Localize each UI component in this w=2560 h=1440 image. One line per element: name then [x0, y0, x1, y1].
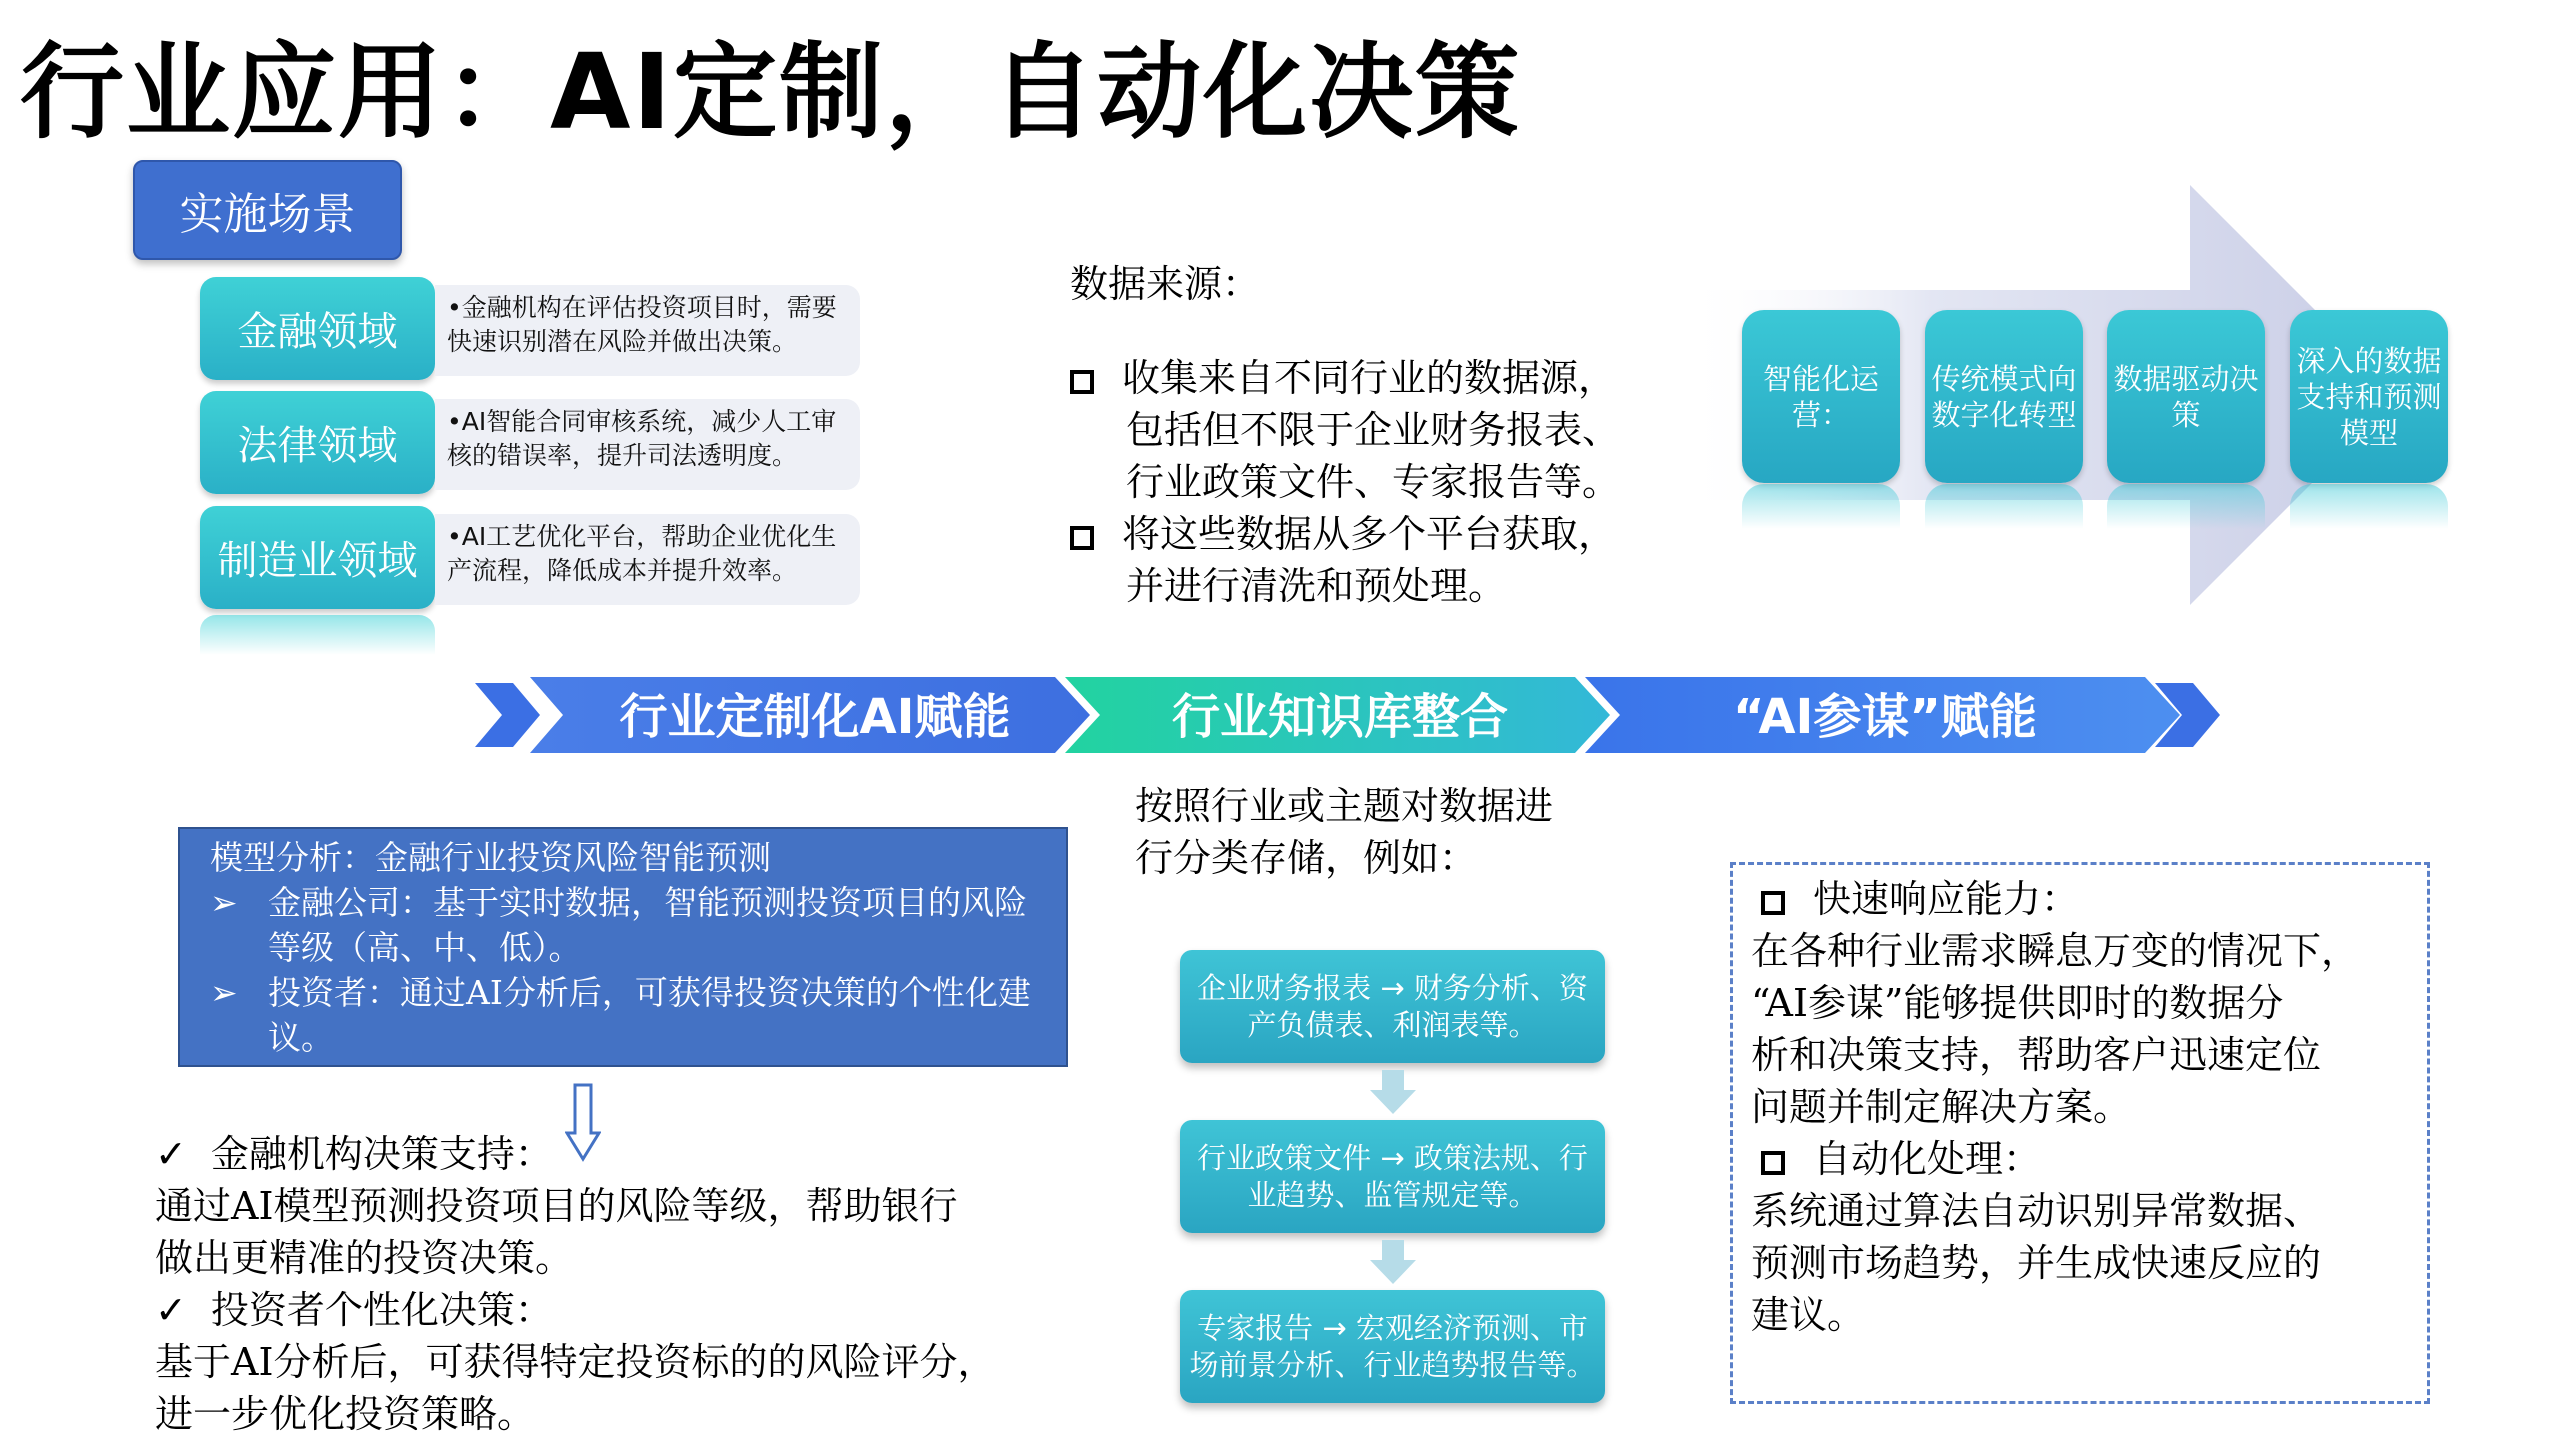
model-item-2: ➢ 投资者：通过AI分析后，可获得投资决策的个性化建议。	[210, 973, 1031, 1057]
stage-reflection	[1742, 484, 1900, 529]
domain-legal: 法律领域	[200, 391, 435, 494]
capability-1-line: 问题并制定解决方案。	[1751, 1085, 2132, 1129]
arrow-down-icon	[565, 1083, 601, 1163]
check-item-1-title: ✓ 金融机构决策支持：	[155, 1132, 553, 1176]
stage-reflection	[2290, 484, 2448, 529]
check-icon: ✓	[155, 1288, 187, 1332]
domain-manufacturing: 制造业领域	[200, 506, 435, 609]
capability-2-line: 系统通过算法自动识别异常数据、	[1751, 1189, 2322, 1233]
capability-1-line: 在各种行业需求瞬息万变的情况下，	[1751, 929, 2360, 973]
checkbox-square-icon	[1070, 370, 1094, 394]
classify-text: 按照行业或主题对数据进 行分类存储，例如：	[1135, 784, 1554, 880]
domain-finance-desc: •金融机构在评估投资项目时，需要快速识别潜在风险并做出决策。	[435, 285, 860, 376]
flow-box-policy: 行业政策文件 → 政策法规、行业趋势、监管规定等。	[1180, 1120, 1605, 1233]
check-item-1-line-1: 通过AI模型预测投资项目的风险等级，帮助银行	[155, 1184, 958, 1228]
stage-3: 数据驱动决策	[2107, 310, 2265, 483]
capability-2-line: 预测市场趋势，并生成快速反应的	[1751, 1241, 2322, 1285]
model-heading: 模型分析：金融行业投资风险智能预测	[210, 838, 771, 877]
band-label-3: “AI参谋”赋能	[1733, 689, 2037, 745]
data-source-label: 数据来源：	[1070, 262, 1261, 306]
check-item-2-title: ✓ 投资者个性化决策：	[155, 1288, 553, 1332]
stage-4: 深入的数据支持和预测模型	[2290, 310, 2448, 483]
scene-tag: 实施场景	[133, 160, 402, 260]
arrow-down-icon	[1370, 1240, 1416, 1284]
capability-2-title: 自动化处理：	[1751, 1133, 2409, 1185]
data-source-item-1: 收集来自不同行业的数据源， 包括但不限于企业财务报表、 行业政策文件、专家报告等。	[1070, 352, 1620, 508]
capability-1-line: “AI参谋”能够提供即时的数据分	[1751, 981, 2284, 1025]
domain-legal-desc: •AI智能合同审核系统，减少人工审核的错误率，提升司法透明度。	[435, 399, 860, 490]
stage-1: 智能化运营：	[1742, 310, 1900, 483]
check-item-2-line-2: 进一步优化投资策略。	[155, 1392, 536, 1436]
capabilities-box	[1730, 862, 2430, 1404]
band-label-1: 行业定制化AI赋能	[619, 689, 1011, 745]
checkbox-square-icon	[1761, 1151, 1785, 1175]
checkbox-square-icon	[1761, 891, 1785, 915]
checkbox-square-icon	[1070, 526, 1094, 550]
check-item-1-line-2: 做出更精准的投资决策。	[155, 1236, 574, 1280]
stage-reflection	[1925, 484, 2083, 529]
flow-box-financial: 企业财务报表 → 财务分析、资产负债表、利润表等。	[1180, 950, 1605, 1063]
capability-1-title: 快速响应能力：	[1751, 873, 2409, 925]
page-title: 行业应用：AI定制，自动化决策	[20, 31, 1522, 153]
check-icon: ✓	[155, 1132, 187, 1176]
flow-box-expert: 专家报告 → 宏观经济预测、市场前景分析、行业趋势报告等。	[1180, 1290, 1605, 1403]
arrow-down-icon	[1370, 1070, 1416, 1114]
capability-1-line: 析和决策支持，帮助客户迅速定位	[1751, 1033, 2322, 1077]
capability-2-line: 建议。	[1751, 1293, 1866, 1337]
stage-2: 传统模式向数字化转型	[1925, 310, 2083, 483]
domain-finance: 金融领域	[200, 277, 435, 380]
model-analysis-box	[178, 827, 1068, 1067]
stage-reflection	[2107, 484, 2265, 529]
domain-manufacturing-desc: •AI工艺优化平台，帮助企业优化生产流程，降低成本并提升效率。	[435, 514, 860, 605]
chevron-left-icon	[475, 683, 540, 747]
domain-reflection	[200, 615, 435, 655]
check-item-2-line-1: 基于AI分析后，可获得特定投资标的的风险评分，	[155, 1340, 996, 1384]
model-item-1: ➢ 金融公司：基于实时数据，智能预测投资项目的风险等级（高、中、低）。	[210, 883, 1027, 967]
data-source-item-2: 将这些数据从多个平台获取， 并进行清洗和预处理。	[1070, 508, 1616, 612]
band-label-2: 行业知识库整合	[1171, 689, 1508, 745]
